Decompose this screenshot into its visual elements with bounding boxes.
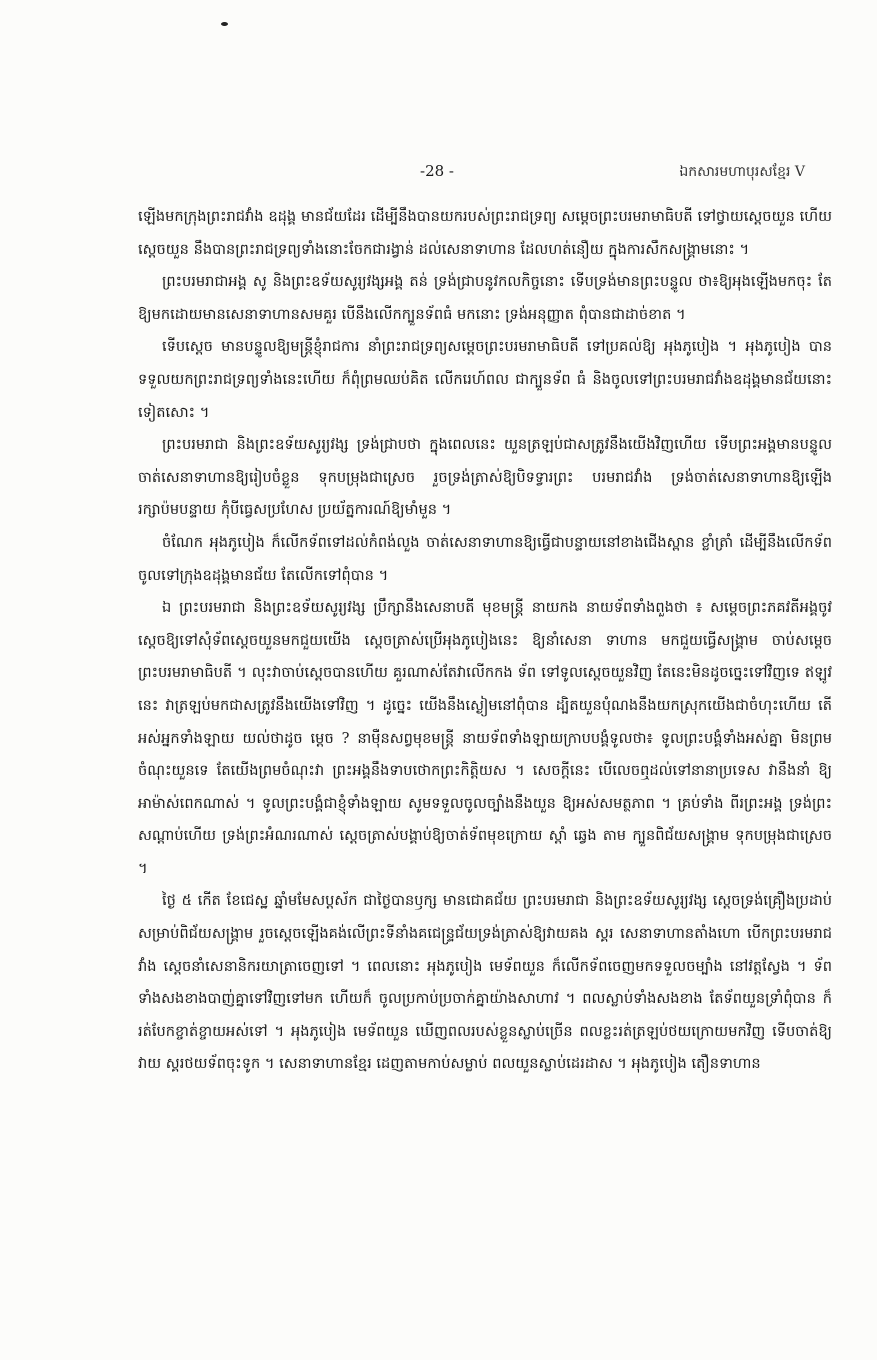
paragraph: ព្រះបរមរាជា និងព្រះឧទ័យសូរ្យវង្ស ទ្រង់ជ្រាបថា ក្នុងពេលនេះ យួនត្រឡប់ជាសត្រូវនឹងយើងវិញហើយ ទើបព្រះអង្គមានបន្ទូលចាត់សេនាទាហានឱ្យរៀបចំខ្លួន ទុកបម្រុងជាស្រេច រួចទ្រង់ត្រាស់ឱ្យបិទទ្វារព្រះ បរមរាជវាំង ទ្រង់ចាត់សេនាទាហានឱ្យឡើង រក្សាប៉មបន្ទាយ កុំបីធ្វេសប្រហែស ប្រយ័ត្នការណ៍ឱ្យមាំមួន ។ [138, 436, 832, 519]
paragraph: ព្រះបរមរាជាអង្គ សូ និងព្រះឧទ័យសូរ្យវង្សអង្គ តន់ ទ្រង់ជ្រាបនូវកលកិច្ចនោះ ទើបទ្រង់មានព្រះបន្ទូល ថា៖ឱ្យអុងឡើងមកចុះ តែឱ្យមកដោយមានសេនាទាហានសមគួរ បើនឹងលើកក្បួនទ័ពធំ មកនោះ ទ្រង់អនុញ្ញាត ពុំបានជាដាច់ខាត ។ [138, 273, 832, 323]
running-title: ឯកសារមហាបុរសខ្មែរ V [679, 164, 805, 180]
page-number: -28 - [420, 162, 454, 180]
body-text [138, 201, 832, 1081]
paragraph: ទើបស្តេច មានបន្ទូលឱ្យមន្ត្រីខ្ញុំរាជការ នាំព្រះរាជទ្រព្យសម្តេចព្រះបរមរាមាធិបតី ទៅប្រគល់ឱ្យ អុងភូបៀង ។ អុងភូបៀង បានទទួលយកព្រះរាជទ្រព្យទាំងនេះហើយ ក៏ពុំព្រមឈប់គិត លើករេហ៍ពល ជាក្បួនទ័ព ធំ និងចូលទៅព្រះបរមរាជវាំងឧដុង្គមានជ័យនោះទៀតសោះ ។ [138, 338, 832, 421]
paragraph: ឡើងមកក្រុងព្រះរាជវាំង ឧដុង្គ មានជ័យដែរ ដើម្បីនឹងបានយករបស់ព្រះរាជទ្រព្យ សម្តេចព្រះបរមរាមាធិបតី ទៅថ្វាយស្តេចយួន ហើយស្តេចយួន នឹងបានព្រះរាជទ្រព្យទាំងនោះចែកជារង្វាន់ ដល់សេនាទាហាន ដែលហត់នឿយ ក្នុងការសឹកសង្គ្រាមនោះ ។ [138, 208, 832, 258]
paragraph: ចំណែក អុងភូបៀង ក៏លើកទ័ពទៅដល់កំពង់លួង ចាត់សេនាទាហានឱ្យធ្វើជាបន្ទាយនៅខាងជើងស្ពាន ខ្លាំត្រាំ ដើម្បីនឹងលើកទ័ពចូលទៅក្រុងឧដុង្គមានជ័យ តែលើកទៅពុំបាន ។ [138, 533, 832, 584]
paragraph: ឯ ព្រះបរមរាជា និងព្រះឧទ័យសូរ្យវង្ស ប្រឹក្សានឹងសេនាបតី មុខមន្ត្រី នាយកង នាយទ័ពទាំងពួងថា ៖ សម្តេចព្រះភគវតីអង្គចូវ ស្តេចឱ្យទៅសុំទ័ពស្តេចយួនមកជួយយើង ស្តេចត្រាស់ប្រើអុងភូបៀងនេះ ឱ្យនាំសេនា ទាហាន មកជួយធ្វើសង្គ្រាម ចាប់សម្តេចព្រះបរមរាមាធិបតី ។ លុះវាចាប់ស្តេចបានហើយ គួរណាស់តែវាលើកកង ទ័ព ទៅទូលស្តេចយួនវិញ តែនេះមិនដូចច្នេះទៅវិញទេ ឥឡូវនេះ វាត្រឡប់មកជាសត្រូវនឹងយើងទៅវិញ ។ ដូច្នេះ យើងនឹងស្ងៀមនៅពុំបាន ដ្បិតយួនប៉ំណងនឹងយកស្រុកយើងជាចំហុះហើយ តើអស់អ្នកទាំងឡាយ យល់ថាដូច ម្តេច ? នាម៉ឺនសព្វមុខមន្ត្រី នាយទ័ពទាំងឡាយក្រាបបង្គំទូលថា៖ ទូលព្រះបង្គំទាំងអស់គ្នា មិនព្រមចំណុះយួនទេ តែយើងព្រមចំណុះវា ព្រះអង្គនឹងទាបថោកព្រះកិត្តិយស ។ សេចក្តីនេះ បើលេចឮដល់ទៅនានាប្រទេស វានឹងនាំ ឱ្យអាម៉ាស់ពេកណាស់ ។ ទូលព្រះបង្គំជាខ្ញុំទាំងឡាយ សូមទទួលចូលច្បាំងនឹងយួន ឱ្យអស់សមត្ថភាព ។ គ្រប់ទាំង ពីរព្រះអង្គ ទ្រង់ព្រះសណ្តាប់ហើយ ទ្រង់ព្រះអំណរណាស់ ស្តេចត្រាស់បង្គាប់ឱ្យចាត់ទ័ពមុខក្រោយ ស្តាំ ឆ្វេង តាម ក្បួនពិជ័យសង្គ្រាម ទុកបម្រុងជាស្រេច ។ [138, 599, 832, 877]
page-header [140, 160, 805, 182]
scan-speck [221, 22, 228, 26]
paragraph: ថ្ងៃ ៥ កើត ខែជេស្ឋ ឆ្នាំមមែសប្តស័ក ជាថ្ងៃបានឫក្ស មានជោគជ័យ ព្រះបរមរាជា និងព្រះឧទ័យសូរ្យវង្ស ស្តេចទ្រង់គ្រឿងប្រដាប់ សម្រាប់ពិជ័យសង្គ្រាម រួចស្តេចឡើងគង់លើព្រះទីនាំងគជេន្ទ្រជ័យទ្រង់ត្រាស់ឱ្យវាយគង ស្គរ សេនាទាហានតាំងហោ បើកព្រះបរមរាជវាំង ស្តេចនាំសេនានិករយាត្រាចេញទៅ ។ ពេលនោះ អុងភូបៀង មេទ័ពយួន ក៏លើកទ័ពចេញមកទទួលចម្បាំង នៅវត្តស្វែង ។ ទ័ពទាំងសងខាងបាញ់គ្នាទៅវិញទៅមក ហើយក៏ ចូលប្រកាប់ប្រចាក់គ្នាយ៉ាងសាហាវ ។ ពលស្លាប់ទាំងសងខាង តែទ័ពយួនទ្រាំពុំបាន ក៏រត់បែកខ្ចាត់ខ្ចាយអស់ទៅ ។ អុងភូបៀង មេទ័ពយួន ឃើញពលរបស់ខ្លួនស្លាប់ច្រើន ពលខ្លះរត់ត្រឡប់ថយក្រោយមកវិញ ទើបចាត់ឱ្យវាយ ស្គរថយទ័ពចុះទូក ។ សេនាទាហានខ្មែរ ដេញតាមកាប់សម្លាប់ ពលយួនស្លាប់ដេរដាស ។ អុងភូបៀង តឿនទាហាន [138, 892, 832, 1073]
